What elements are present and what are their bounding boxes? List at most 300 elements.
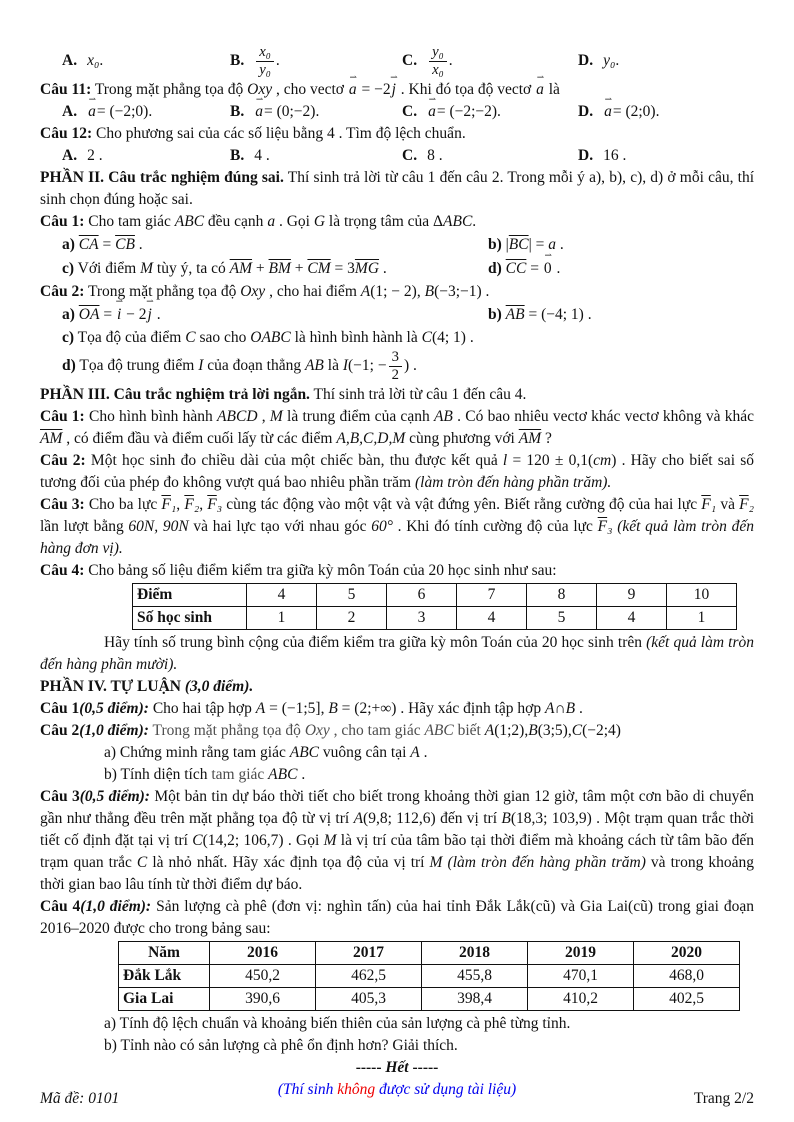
text-segment: là hình bình hành là (290, 328, 422, 346)
text-segment: . (615, 52, 620, 70)
text-segment: ₃ (607, 517, 613, 535)
text-segment: a ⇀ (254, 101, 264, 123)
table-cell: 1 (247, 606, 317, 629)
table-cell: 3 (387, 606, 457, 629)
text-segment: 60N, 90N (128, 517, 189, 535)
text-segment: Tọa độ của điểm (74, 328, 186, 346)
option (62, 50, 230, 72)
table-cell: 402,5 (634, 987, 740, 1010)
option-label: B. (230, 146, 245, 164)
text-segment: M (140, 259, 154, 277)
fraction-denominator: x₀ (432, 61, 444, 78)
text-segment: a) (62, 305, 75, 323)
text-segment: (−3;−1) . (434, 282, 490, 300)
text-segment: C (571, 721, 583, 739)
option (230, 44, 402, 79)
text-segment: AB (304, 356, 324, 374)
text-segment: Câu 4: (40, 561, 85, 579)
text-segment: A (255, 699, 266, 717)
text-segment: b) Tính diện tích (104, 765, 212, 783)
text-segment: = (98, 235, 116, 253)
paragraph (40, 406, 754, 450)
text-segment: = (526, 259, 543, 277)
text-segment: $\overline{F}$ (161, 495, 171, 513)
option (402, 145, 578, 167)
text-segment: $\overline{F}$ (597, 517, 608, 535)
text-segment: + (290, 259, 308, 277)
table-cell: Điểm (133, 583, 247, 606)
option-label: A. (62, 146, 78, 164)
text-segment: (4; 1) . (431, 328, 474, 346)
text-segment: ? (541, 429, 552, 447)
text-segment: $\overline{CB}$ (115, 235, 135, 253)
options-row (40, 101, 754, 123)
table-cell: 5 (317, 583, 387, 606)
text-segment: . Gọi (283, 831, 324, 849)
text-segment: = (2;0). (612, 102, 660, 120)
table-cell: 390,6 (210, 987, 316, 1010)
statement-right (488, 233, 754, 257)
text-segment: Tọa độ trung điểm (75, 356, 199, 374)
text-segment: A (353, 809, 364, 827)
table-cell: 10 (667, 583, 737, 606)
option-label: D. (578, 52, 594, 70)
statement-row (40, 303, 754, 327)
text-segment: $\overline{BC}$ (508, 235, 529, 253)
text-segment: (1,0 điểm): (80, 897, 152, 915)
text-segment: Cho hai tập hợp (148, 699, 256, 717)
table-cell: 2 (317, 606, 387, 629)
table-cell: 5 (527, 606, 597, 629)
text-segment: (9,8; 112,6) (363, 809, 436, 827)
paragraph (40, 79, 754, 101)
text-segment: . (419, 743, 428, 761)
text-segment: + (252, 259, 269, 277)
text-segment: ----- (408, 1058, 439, 1076)
text-segment: (3;5), (537, 721, 572, 739)
options-row (40, 145, 754, 167)
text-segment: = (−4; 1) . (524, 305, 592, 323)
text-segment: . Một trạm quan trắc thời tiết cố định đặt tại vị trí (40, 809, 754, 849)
text-segment: . (575, 699, 583, 717)
paragraph (40, 632, 754, 676)
table-cell: 398,4 (422, 987, 528, 1010)
text-segment: ABC (268, 765, 298, 783)
text-segment: A∩B (544, 699, 576, 717)
paragraph (104, 764, 754, 786)
text-segment: là (323, 356, 343, 374)
text-segment: (làm tròn đến hàng phần trăm). (414, 473, 612, 491)
text-segment: . (297, 765, 306, 783)
option-label: A. (62, 52, 78, 70)
paragraph (104, 1013, 754, 1035)
text-segment: $\overline{F}$ (184, 495, 194, 513)
text-segment: cùng tác động vào một vật và vật đứng yên. Biết rằng cường độ của hai lực (222, 495, 702, 513)
text-segment: vuông cân tại (319, 743, 411, 761)
text-segment: (kết quả làm tròn đến hàng đơn vị). (40, 517, 755, 557)
text-segment: của đoạn thẳng (203, 356, 305, 374)
text-segment: 4 . (254, 146, 270, 164)
text-segment: , cho tam giác (329, 721, 425, 739)
text-segment: = (2;+∞) . Hãy xác định tập hợp (337, 699, 545, 717)
table-cell: 4 (597, 606, 667, 629)
table-row (133, 583, 737, 606)
text-segment: a ⇀ (87, 101, 97, 123)
text-segment: Cho tam giác (84, 212, 175, 230)
text-segment: Trong mặt phẳng tọa độ (91, 80, 248, 98)
text-segment: (1,0 điểm): (79, 721, 149, 739)
text-segment: $\overline{OA}$ (78, 305, 100, 323)
text-segment: a) Tính độ lệch chuẩn và khoảng biến thiên của sản lượng cà phê từng tỉnh. (104, 1014, 571, 1032)
text-segment: sao cho (195, 328, 251, 346)
text-segment: | (501, 235, 509, 253)
text-segment: = (99, 305, 116, 323)
statement-left (62, 303, 488, 327)
fraction-numerator: 3 (389, 349, 402, 367)
text-segment: = (−1;5], (265, 699, 329, 717)
text-segment: được sử dụng tài liệu) (375, 1080, 517, 1098)
text-segment: 0 ⇀ (543, 257, 553, 281)
text-segment: $\overline{AB}$ (505, 305, 525, 323)
text-segment: $\overline{AM}$ (518, 429, 542, 447)
text-segment: a) Chứng minh rằng tam giác (104, 743, 290, 761)
paragraph (40, 786, 754, 896)
text-segment: Một bản tin dự báo thời tiết cho biết trong khoảng thời gian 12 giờ, tâm một cơn bão di chuyển gần như thẳng đều trên mặt phẳng tọa độ từ vị trí (40, 787, 754, 827)
text-segment: Câu 11: (40, 80, 92, 98)
table-cell: 462,5 (316, 964, 422, 987)
text-segment: x₀ (87, 52, 100, 70)
text-segment: . (152, 305, 161, 323)
text-segment: M (323, 831, 337, 849)
text-segment: = 3 (330, 259, 355, 277)
text-segment: PHẦN IV. TỰ LUẬN (40, 677, 185, 695)
text-segment: − 2 (122, 305, 147, 323)
text-segment: . (99, 52, 104, 70)
text-segment: là nhỏ nhất. Hãy xác định tọa độ của vị trí (147, 853, 430, 871)
option (62, 145, 230, 167)
text-segment: . (552, 259, 561, 277)
statement-row (40, 257, 754, 281)
text-segment: $\overline{CA}$ (78, 235, 99, 253)
text-segment: (0,5 điểm): (79, 787, 150, 805)
text-segment: . Có bao nhiêu vectơ khác vectơ không và khác (452, 407, 755, 425)
table-row (133, 606, 737, 629)
text-segment: $\overline{CM}$ (307, 259, 331, 277)
paragraph (40, 560, 754, 582)
table-cell: 470,1 (528, 964, 634, 987)
text-segment: Thí sinh trả lời từ câu 1 đến câu 2. Trong mỗi ý a), b), c), d) ở mỗi câu, thí sinh chọn đúng hoặc sai. (40, 168, 755, 208)
text-segment: PHẦN II. Câu trắc nghiệm đúng sai. (40, 168, 284, 186)
text-segment: ₂ (193, 495, 200, 513)
text-segment: PHẦN III. Câu trắc nghiệm trả lời ngắn. (40, 385, 310, 403)
option (230, 101, 402, 123)
text-segment: là trung điểm của cạnh (282, 407, 434, 425)
text-segment: Cho ba lực (84, 495, 162, 513)
text-segment: Cho bảng số liệu điểm kiểm tra giữa kỳ môn Toán của 20 học sinh như sau: (84, 561, 557, 579)
text-segment: (1; − 2), (370, 282, 425, 300)
statement-right (488, 257, 754, 281)
text-segment: Oxy (247, 80, 273, 98)
text-segment: Hết (385, 1058, 409, 1076)
text-segment: l (502, 451, 508, 469)
paragraph (40, 450, 754, 494)
text-segment: j ⇀ (391, 79, 397, 101)
table-cell: 9 (597, 583, 667, 606)
text-segment: lần lượt bằng (40, 517, 129, 535)
paragraph (40, 676, 754, 698)
table-cell: 6 (387, 583, 457, 606)
text-segment: $\overline{F}$ (739, 495, 749, 513)
text-segment: ABCD (217, 407, 258, 425)
text-segment: ) . (403, 356, 417, 374)
text-segment: Cho phương sai của các số liệu bằng 4 . Tìm độ lệch chuẩn. (92, 124, 466, 142)
option-label: B. (230, 102, 245, 120)
text-segment: ----- (355, 1058, 386, 1076)
text-segment: ABC (443, 212, 473, 230)
table-cell: 2019 (528, 941, 634, 964)
text-segment: AB (433, 407, 453, 425)
option (402, 44, 578, 79)
text-segment: , cho hai điểm (265, 282, 361, 300)
fraction (256, 44, 274, 79)
option (402, 101, 578, 123)
text-segment: $\overline{F}$ (207, 495, 217, 513)
table-row (119, 941, 740, 964)
table-cell: 405,3 (316, 987, 422, 1010)
table-cell: 2017 (316, 941, 422, 964)
statement-left (62, 233, 488, 257)
text-segment: a ⇀ (348, 79, 358, 101)
text-segment: . (472, 212, 477, 230)
document-content (40, 44, 754, 1101)
text-segment: A (360, 282, 371, 300)
text-segment: biết (453, 721, 485, 739)
text-segment: là (544, 80, 560, 98)
text-segment: OABC (250, 328, 291, 346)
text-segment: c) (62, 328, 75, 346)
paragraph (104, 1035, 754, 1057)
text-segment: (−1; − (348, 356, 387, 374)
text-segment: 2 . (87, 146, 103, 164)
text-segment: a) (62, 235, 75, 253)
text-segment: b) (488, 305, 502, 323)
text-segment: (0,5 điểm): (79, 699, 149, 717)
table-cell: 2020 (634, 941, 740, 964)
paragraph (40, 167, 754, 211)
page-footer (40, 1088, 754, 1110)
text-segment: d) (62, 356, 76, 374)
text-segment: a ⇀ (603, 101, 613, 123)
table-cell: 455,8 (422, 964, 528, 987)
text-segment: . (448, 52, 453, 70)
text-segment: A (410, 743, 420, 761)
table-cell: 4 (457, 606, 527, 629)
text-segment: tam giác (211, 765, 269, 783)
text-segment: đến vị trí (435, 809, 502, 827)
text-segment: Câu 1: (40, 212, 85, 230)
text-segment: Trong mặt phẳng tọa độ (148, 721, 305, 739)
fraction-denominator: y₀ (259, 61, 271, 78)
text-segment: 60° (371, 517, 393, 535)
text-segment: = −2 (357, 80, 391, 98)
option-label: D. (578, 102, 594, 120)
option-label: C. (402, 146, 418, 164)
coffee-table (118, 941, 740, 1011)
text-segment: ) . Hãy cho biết sai số tương đối của phép đo không vượt quá bao nhiêu phần trăm (40, 451, 754, 491)
fraction-numerator: y₀ (429, 44, 447, 62)
table-cell: 1 (667, 606, 737, 629)
text-segment: M (269, 407, 283, 425)
text-segment: $\overline{AM}$ (229, 259, 253, 277)
fraction-denominator: 2 (391, 366, 399, 383)
table-cell: Đắk Lắk (119, 964, 210, 987)
text-segment: đều cạnh (204, 212, 268, 230)
text-segment: $\overline{AM}$ (40, 429, 63, 447)
statement-left (62, 257, 488, 281)
text-segment: A,B,C,D,M (336, 429, 406, 447)
text-segment: Oxy (304, 721, 330, 739)
option-label: C. (402, 52, 418, 70)
text-segment: Câu 1 (40, 699, 80, 717)
text-segment: y₀ (603, 52, 616, 70)
text-segment: C (192, 831, 203, 849)
paragraph (104, 742, 754, 764)
table-cell: 468,0 (634, 964, 740, 987)
text-segment: cm (593, 451, 612, 469)
text-segment: A (484, 721, 495, 739)
text-segment: $\overline{BM}$ (268, 259, 291, 277)
text-segment: , cho vectơ (272, 80, 348, 98)
option (62, 101, 230, 123)
table-cell: 2018 (422, 941, 528, 964)
text-segment: ₁ (170, 495, 177, 513)
text-segment: . (379, 259, 387, 277)
fraction (429, 44, 447, 79)
option-label: B. (230, 52, 245, 70)
text-segment: G (313, 212, 326, 230)
text-segment: C (185, 328, 196, 346)
text-segment: (1;2), (494, 721, 529, 739)
text-segment: | = (528, 235, 549, 253)
text-segment: B (528, 721, 538, 739)
table-cell: 8 (527, 583, 597, 606)
text-segment: Câu 12: (40, 124, 93, 142)
text-segment: . Khi đó tọa độ vectơ (396, 80, 536, 98)
text-segment: ABC (174, 212, 205, 230)
paragraph (40, 123, 754, 145)
text-segment: a (267, 212, 276, 230)
text-segment: (làm tròn đến hàng phần trăm) (447, 853, 646, 871)
text-segment: ABC (289, 743, 320, 761)
text-segment: (Thí sinh (277, 1080, 338, 1098)
text-segment: 8 . (427, 146, 443, 164)
text-segment: = (−2;0). (96, 102, 153, 120)
text-segment: và hai lực tạo với nhau góc (188, 517, 372, 535)
text-segment: . Gọi (275, 212, 314, 230)
text-segment: . Khi đó tính cường độ của lực (392, 517, 598, 535)
text-segment: , có điểm đầu và điểm cuối lấy từ các điểm (62, 429, 337, 447)
text-segment: Sản lượng cà phê (đơn vị: nghìn tấn) của hai tỉnh Đắk Lắk(cũ) và Gia Lai(cũ) trong giai đoạn 2016–2020 được cho trong bảng sau: (40, 897, 754, 937)
text-segment: B (328, 699, 338, 717)
text-segment: Hãy tính số trung bình cộng của điểm kiểm tra giữa kỳ môn Toán của 20 học sinh trên (104, 633, 647, 651)
text-segment: Câu 1: (40, 407, 85, 425)
text-segment: Trong mặt phẳng tọa độ (84, 282, 241, 300)
option (578, 145, 754, 167)
text-segment: = 120 ± 0,1( (507, 451, 594, 469)
text-segment: . (555, 235, 564, 253)
text-segment: $\overline{F}$ (701, 495, 711, 513)
text-segment: ₃ (216, 495, 223, 513)
text-segment: M (429, 853, 443, 871)
text-segment: Câu 3 (40, 787, 80, 805)
text-segment: là trọng tâm của Δ (325, 212, 444, 230)
text-segment: Câu 2: (40, 282, 85, 300)
text-segment: . (275, 52, 280, 70)
paragraph (40, 720, 754, 742)
table-row (119, 987, 740, 1010)
text-segment: a ⇀ (535, 79, 545, 101)
option-label: D. (578, 146, 594, 164)
text-segment: (18,3; 103,9) (510, 809, 592, 827)
text-segment: d) (488, 259, 502, 277)
exam-code: Mã đề: 0101 (40, 1090, 120, 1107)
text-segment: a ⇀ (427, 101, 437, 123)
text-segment: Câu 4 (40, 897, 81, 915)
text-segment: . (134, 235, 143, 253)
table-cell: 4 (247, 583, 317, 606)
fraction-numerator: x₀ (256, 44, 274, 62)
table-cell: 7 (457, 583, 527, 606)
text-segment: I (342, 356, 348, 374)
table-cell: 410,2 (528, 987, 634, 1010)
text-segment: Thí sinh trả lời từ câu 1 đến câu 4. (309, 385, 527, 403)
text-segment: b) Tỉnh nào có sản lượng cà phê ổn định hơn? Giải thích. (104, 1036, 458, 1054)
table-cell: Năm (119, 941, 210, 964)
paragraph (40, 1057, 754, 1079)
text-segment: (−2;4) (582, 721, 621, 739)
paragraph (40, 698, 754, 720)
table-cell: Số học sinh (133, 606, 247, 629)
text-segment: , (176, 495, 185, 513)
text-segment: B (501, 809, 511, 827)
text-segment: , (257, 407, 270, 425)
text-segment: Câu 2 (40, 721, 80, 739)
text-segment: không (337, 1080, 376, 1098)
option (578, 50, 754, 72)
text-segment: b) (488, 235, 502, 253)
text-segment: ₁ (710, 495, 717, 513)
text-segment: ABC (424, 721, 454, 739)
text-segment: I (198, 356, 204, 374)
text-segment: tùy ý, ta có (153, 259, 230, 277)
text-segment: a (548, 235, 556, 253)
text-segment: j ⇀ (147, 303, 153, 327)
table-cell: Gia Lai (119, 987, 210, 1010)
text-segment: Một học sinh đo chiều dài của một chiếc bàn, thu được kết quả (85, 451, 503, 469)
paragraph (40, 384, 754, 406)
text-segment: Với điểm (74, 259, 141, 277)
text-segment: Câu 3: (40, 495, 85, 513)
text-segment: Oxy (240, 282, 266, 300)
table-row (119, 964, 740, 987)
text-segment: (3,0 điểm). (184, 677, 254, 695)
page-number: Trang 2/2 (693, 1090, 754, 1107)
paragraph (40, 494, 754, 560)
text-segment: là vị trí của tâm bão tại thời điểm mà khoảng cách từ tâm bão đến trạm quan trắc (40, 831, 754, 871)
text-segment: ₂ (748, 495, 754, 513)
text-segment: và (716, 495, 740, 513)
option-label: C. (402, 102, 418, 120)
